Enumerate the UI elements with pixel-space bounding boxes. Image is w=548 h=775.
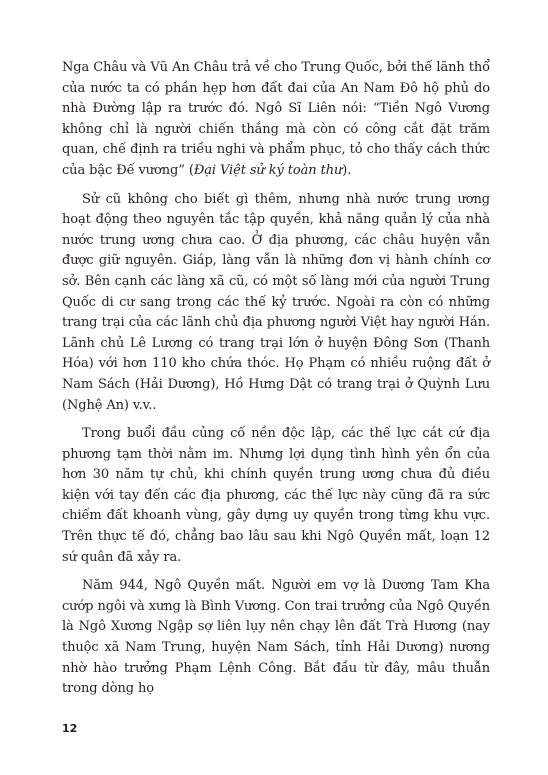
paragraph-tail: ).: [342, 162, 352, 178]
paragraph: Sử cũ không cho biết gì thêm, nhưng nhà nước trung ương hoạt động theo nguyên tắc tập quyền, khả năng quản lý của nhà nước trung ương chưa cao. Ở địa phương, các châu huyện vẫn được giữ nguyên. Giáp, làng vẫn là những đơn vị hành chính cơ sở. Bên cạnh các làng xã cũ, có một số làng mới của người Trung Quốc di cư sang trong các thế kỷ trước. Ngoài ra còn có những trang trại của các lãnh chủ địa phương người Việt hay người Hán. Lãnh chủ Lê Lương có trang trại lớn ở huyện Đông Sơn (Thanh Hóa) với hơn 110 kho chứa thóc. Họ Phạm có nhiều ruộng đất ở Nam Sách (Hải Dương), Hồ Hưng Dật có trang trại ở Quỳnh Lưu (Nghệ An) v.v..: [62, 191, 490, 413]
paragraph-continuation: [62, 58, 490, 182]
paragraph: Năm 944, Ngô Quyền mất. Người em vợ là Dương Tam Kha cướp ngôi và xưng là Bình Vương. Con trai trưởng của Ngô Quyền là Ngô Xương Ngập sợ liên lụy nên chạy lên đất Trà Hương (nay thuộc xã Nam Trung, huyện Nam Sách, tỉnh Hải Dương) nương nhờ hào trưởng Phạm Lệnh Công. Bắt đầu từ đây, mâu thuẫn trong dòng họ: [62, 578, 490, 697]
paragraph: Trong buổi đầu củng cố nền độc lập, các thế lực cát cứ địa phương tạm thời nằm im. Nhưng lợi dụng tình hình yên ổn của hơn 30 năm tự chủ, khi chính quyền trung ương chưa đủ điều kiện với tay đến các địa phương, các thế lực này cũng đã ra sức chiếm đất khoanh vùng, gây dựng uy quyền trong từng khu vực. Trên thực tế đó, chẳng bao lâu sau khi Ngô Quyền mất, loạn 12 sứ quân đã xảy ra.: [62, 426, 490, 565]
page-number: 12: [62, 722, 78, 735]
source-title: Đại Việt sử ký toàn thư: [193, 162, 343, 178]
body-text: [62, 58, 490, 700]
paragraph-text: Nga Châu và Vũ An Châu trả về cho Trung Quốc, bởi thế lãnh thổ của nước ta có phần hẹp hơn đất đai của An Nam Đô hộ phủ do nhà Đường lập ra trước đó. Ngô Sĩ Liên nói: “Tiền Ngô Vương không chỉ là người chiến thắng mà còn có công cắt đặt trăm quan, chế định ra triều nghi và phẩm phục, tỏ cho thấy cách thức của bậc Đế vương” (: [62, 60, 490, 178]
